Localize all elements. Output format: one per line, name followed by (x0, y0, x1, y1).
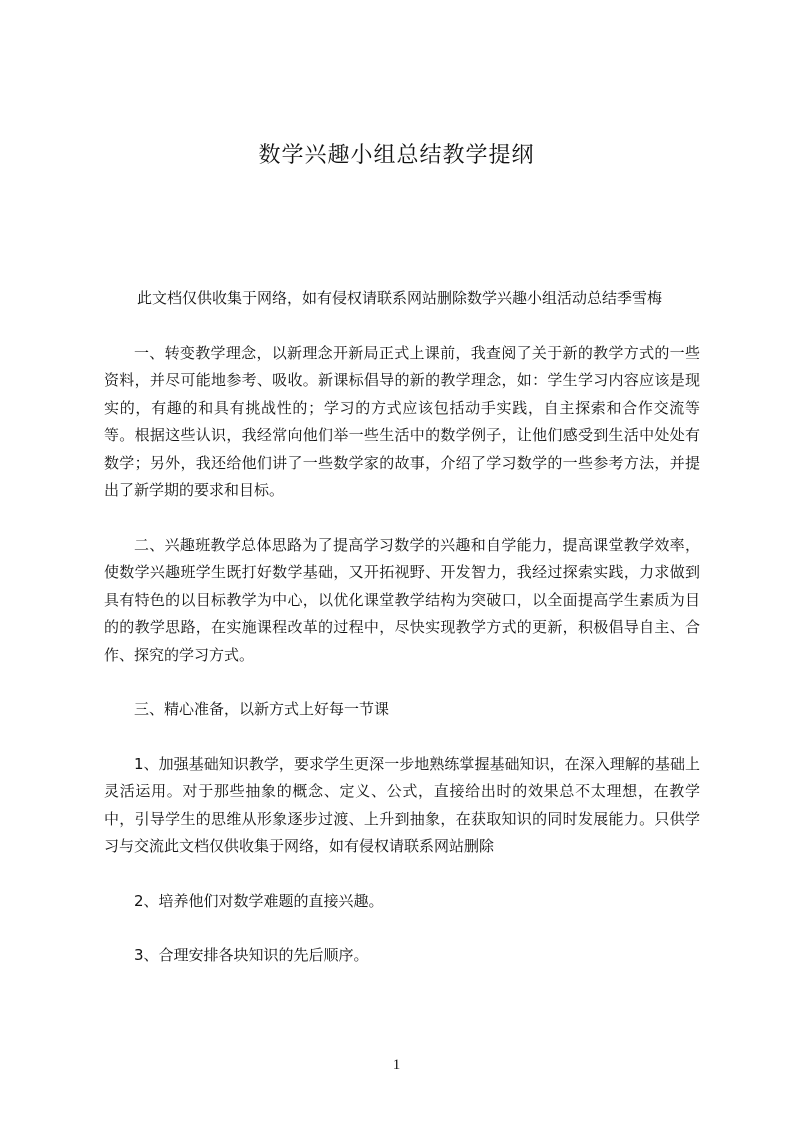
document-title: 数学兴趣小组总结教学提纲 (258, 143, 535, 168)
document-body (104, 285, 700, 997)
page-number: 1 (392, 1057, 401, 1073)
paragraph-section-three-heading: 三、精心准备，以新方式上好每一节课 (134, 700, 390, 718)
paragraph-section-one: 一、转变教学理念，以新理念开新局正式上课前，我查阅了关于新的教学方式的一些资料，并尽可能地参考、吸收。新课标倡导的新的教学理念，如：学生学习内容应该是现实的，有趣的和具有挑战性的；学习的方式应该包括动手实践，自主探索和合作交流等等。根据这些认识，我经常向他们举一些生活中的数学例子，让他们感受到生活中处处有数学；另外，我还给他们讲了一些数学家的故事，介绍了学习数学的一些参考方法，并提出了新学期的要求和目标。 (104, 343, 700, 499)
paragraph-item-three: 3、合理安排各块知识的先后顺序。 (134, 946, 369, 964)
paragraph-item-two: 2、培养他们对数学难题的直接兴趣。 (134, 891, 384, 910)
paragraph-section-two: 二、兴趣班教学总体思路为了提高学习数学的兴趣和自学能力，提高课堂教学效率，使数学兴趣班学生既打好数学基础，又开拓视野、开发智力，我经过探索实践，力求做到具有特色的以目标教学为中心，以优化课堂教学结构为突破口，以全面提高学生素质为目的的教学思路，在实施课程改革的过程中，尽快实现教学方式的更新，积极倡导自主、合作、探究的学习方式。 (104, 535, 700, 664)
paragraph-disclaimer: 此文档仅供收集于网络，如有侵权请联系网站删除数学兴趣小组活动总结季雪梅 (137, 289, 663, 307)
paragraph-item-one: 1、加强基础知识教学，要求学生更深一步地熟练掌握基础知识，在深入理解的基础上灵活运用。对于那些抽象的概念、定义、公式，直接给出时的效果总不太理想，在教学中，引导学生的思维从形象逐步过渡、上升到抽象，在获取知识的同时发展能力。只供学习与交流此文档仅供收集于网络，如有侵权请联系网站删除 (104, 754, 700, 855)
